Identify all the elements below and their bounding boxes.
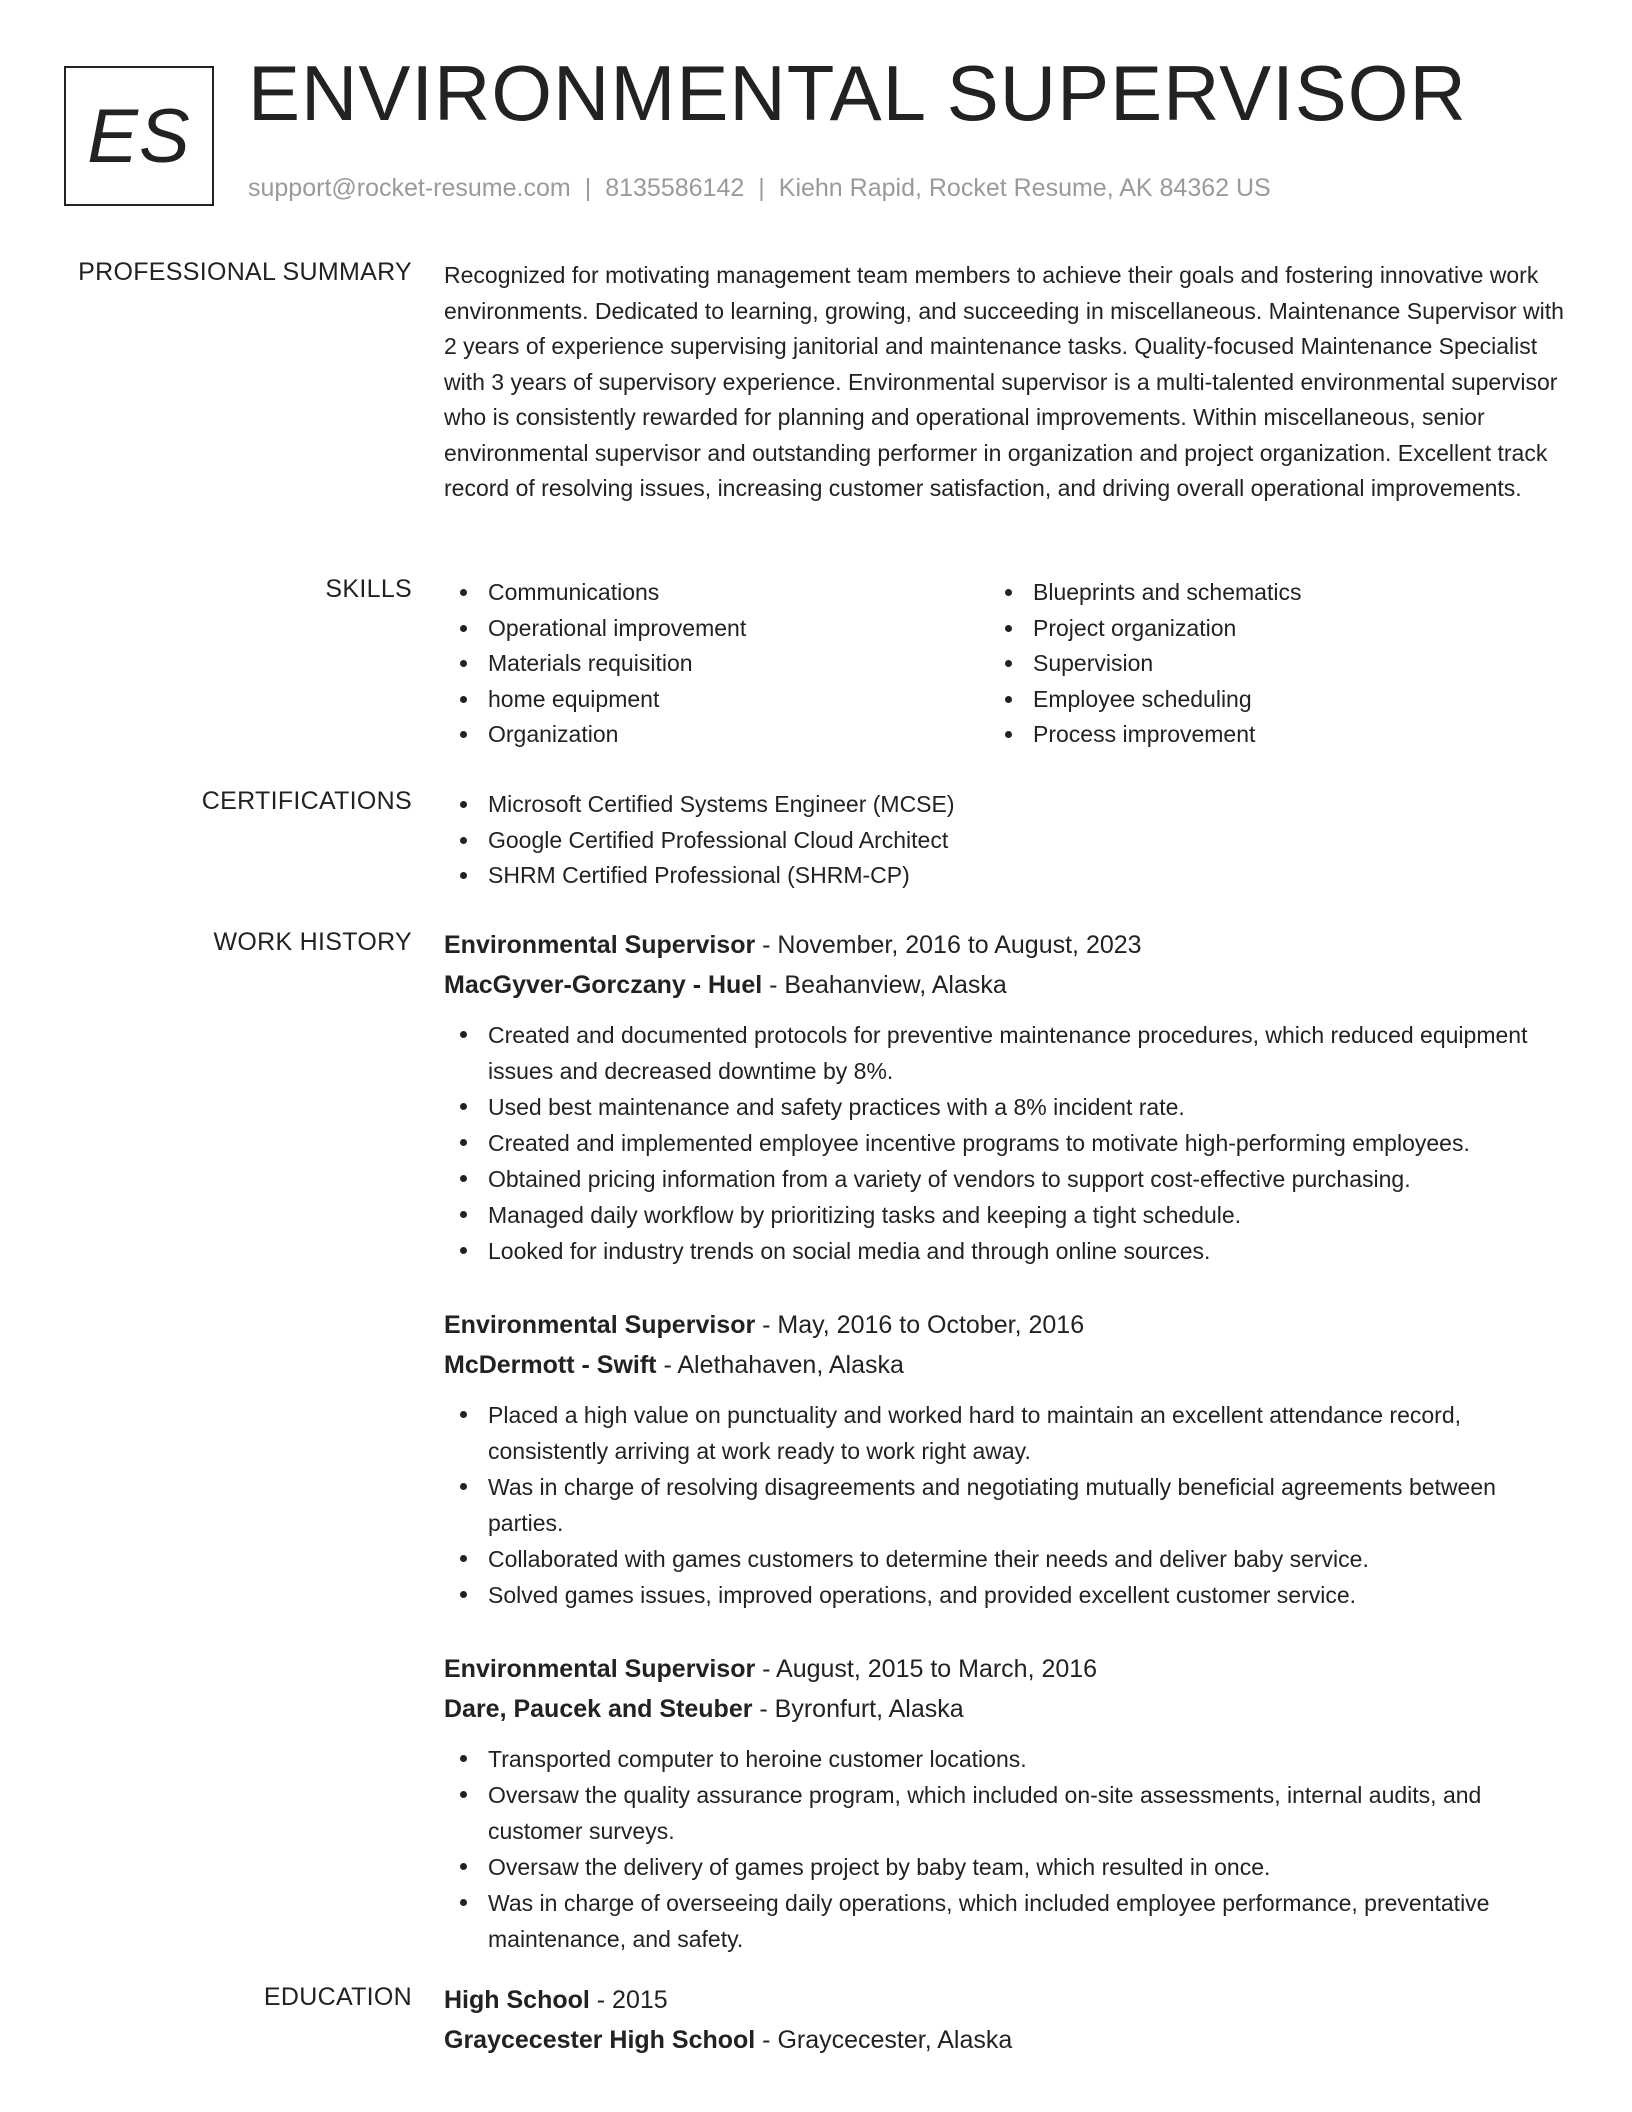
summary-body (444, 258, 1564, 507)
contact-address: Kiehn Rapid, Rocket Resume, AK 84362 US (778, 174, 1271, 202)
education-school: Graycecester High School (444, 2026, 756, 2054)
education-school-line (444, 2020, 1564, 2060)
job-bullet: Oversaw the delivery of games project by baby team, which resulted in once. (444, 1849, 1564, 1885)
resume-name-title: ENVIRONMENTAL SUPERVISOR (248, 49, 1467, 137)
skill-item: Organization (444, 717, 989, 753)
job-location: - Alethahaven, Alaska (656, 1351, 904, 1379)
job-bullets (444, 1741, 1564, 1957)
section-label-education: EDUCATION (263, 1983, 412, 2011)
skill-item: Supervision (989, 646, 1534, 682)
job-location: - Beahanview, Alaska (762, 971, 1007, 999)
section-label-work-history: WORK HISTORY (213, 928, 412, 956)
monogram-badge: ES (64, 66, 214, 206)
skill-item: Process improvement (989, 717, 1534, 753)
skills-left-column (444, 575, 989, 753)
skill-item: home equipment (444, 682, 989, 718)
section-label-summary: PROFESSIONAL SUMMARY (78, 258, 412, 286)
job-company-line (444, 1345, 1564, 1385)
job-title-line (444, 1305, 1564, 1345)
job-entry (444, 1305, 1564, 1613)
certification-item: Google Certified Professional Cloud Architect (444, 823, 1564, 859)
skill-item: Materials requisition (444, 646, 989, 682)
job-bullet: Created and documented protocols for preventive maintenance procedures, which reduced equipment issues and decreased downtime by 8%. (444, 1017, 1564, 1089)
summary-text: Recognized for motivating management team members to achieve their goals and fostering innovative work environments. Dedicated to learning, growing, and succeeding in miscellaneous. Maintenance Supervisor with 2 years of experience supervising janitorial and maintenance tasks. Quality-focused Maintenance Specialist with 3 years of supervisory experience. Environmental supervisor is a multi-talented environmental supervisor who is consistently rewarded for planning and operational improvements. Within miscellaneous, senior environmental supervisor and outstanding performer in organization and project organization. Excellent track record of resolving issues, increasing customer satisfaction, and driving overall operational improvements. (444, 262, 1564, 501)
work-history-body (444, 925, 1564, 1993)
skill-item: Project organization (989, 611, 1534, 647)
job-company: MacGyver-Gorczany - Huel (444, 971, 763, 999)
job-dates: - August, 2015 to March, 2016 (755, 1655, 1098, 1683)
job-bullet: Oversaw the quality assurance program, which included on-site assessments, internal audits, and customer surveys. (444, 1777, 1564, 1849)
contact-phone: 8135586142 (605, 174, 745, 202)
certification-item: Microsoft Certified Systems Engineer (MCSE) (444, 787, 1564, 823)
job-bullet: Solved games issues, improved operations, and provided excellent customer service. (444, 1577, 1564, 1613)
job-company-line (444, 965, 1564, 1005)
job-entry (444, 1649, 1564, 1957)
job-bullet: Used best maintenance and safety practices with a 8% incident rate. (444, 1089, 1564, 1125)
job-title-line (444, 925, 1564, 965)
job-bullet: Obtained pricing information from a variety of vendors to support cost-effective purchasing. (444, 1161, 1564, 1197)
contact-separator: | (584, 174, 592, 202)
job-dates: - November, 2016 to August, 2023 (755, 931, 1142, 959)
job-title: Environmental Supervisor (444, 931, 756, 959)
job-bullet: Created and implemented employee incentive programs to motivate high-performing employees. (444, 1125, 1564, 1161)
certifications-list (444, 787, 1564, 894)
skills-right-column (989, 575, 1534, 753)
job-title: Environmental Supervisor (444, 1655, 756, 1683)
education-degree-line (444, 1980, 1564, 2020)
skill-item: Employee scheduling (989, 682, 1534, 718)
skills-body (444, 575, 1564, 753)
certifications-body (444, 787, 1564, 894)
job-company: Dare, Paucek and Steuber (444, 1695, 753, 1723)
job-dates: - May, 2016 to October, 2016 (755, 1311, 1085, 1339)
contact-email: support@rocket-resume.com (248, 174, 571, 202)
section-label-skills: SKILLS (325, 575, 412, 603)
contact-separator: | (758, 174, 765, 202)
job-bullets (444, 1017, 1564, 1269)
job-bullet: Transported computer to heroine customer locations. (444, 1741, 1564, 1777)
education-body (444, 1980, 1564, 2060)
contact-line (248, 174, 1271, 203)
job-bullet: Looked for industry trends on social media and through online sources. (444, 1233, 1564, 1269)
section-label-certifications: CERTIFICATIONS (201, 787, 412, 815)
job-entry (444, 925, 1564, 1269)
job-title: Environmental Supervisor (444, 1311, 756, 1339)
skill-item: Operational improvement (444, 611, 989, 647)
job-company-line (444, 1689, 1564, 1729)
job-bullet: Placed a high value on punctuality and worked hard to maintain an excellent attendance record, consistently arriving at work ready to work right away. (444, 1397, 1564, 1469)
certification-item: SHRM Certified Professional (SHRM-CP) (444, 858, 1564, 894)
job-location: - Byronfurt, Alaska (752, 1695, 964, 1723)
job-bullet: Collaborated with games customers to determine their needs and deliver baby service. (444, 1541, 1564, 1577)
job-bullet: Was in charge of overseeing daily operations, which included employee performance, preventative maintenance, and safety. (444, 1885, 1564, 1957)
skill-item: Communications (444, 575, 989, 611)
job-bullet: Managed daily workflow by prioritizing tasks and keeping a tight schedule. (444, 1197, 1564, 1233)
job-title-line (444, 1649, 1564, 1689)
education-location: - Graycecester, Alaska (755, 2026, 1013, 2054)
education-year: - 2015 (589, 1986, 668, 2014)
education-degree: High School (444, 1986, 590, 2014)
job-bullet: Was in charge of resolving disagreements and negotiating mutually beneficial agreements between parties. (444, 1469, 1564, 1541)
job-bullets (444, 1397, 1564, 1613)
skill-item: Blueprints and schematics (989, 575, 1534, 611)
job-company: McDermott - Swift (444, 1351, 657, 1379)
